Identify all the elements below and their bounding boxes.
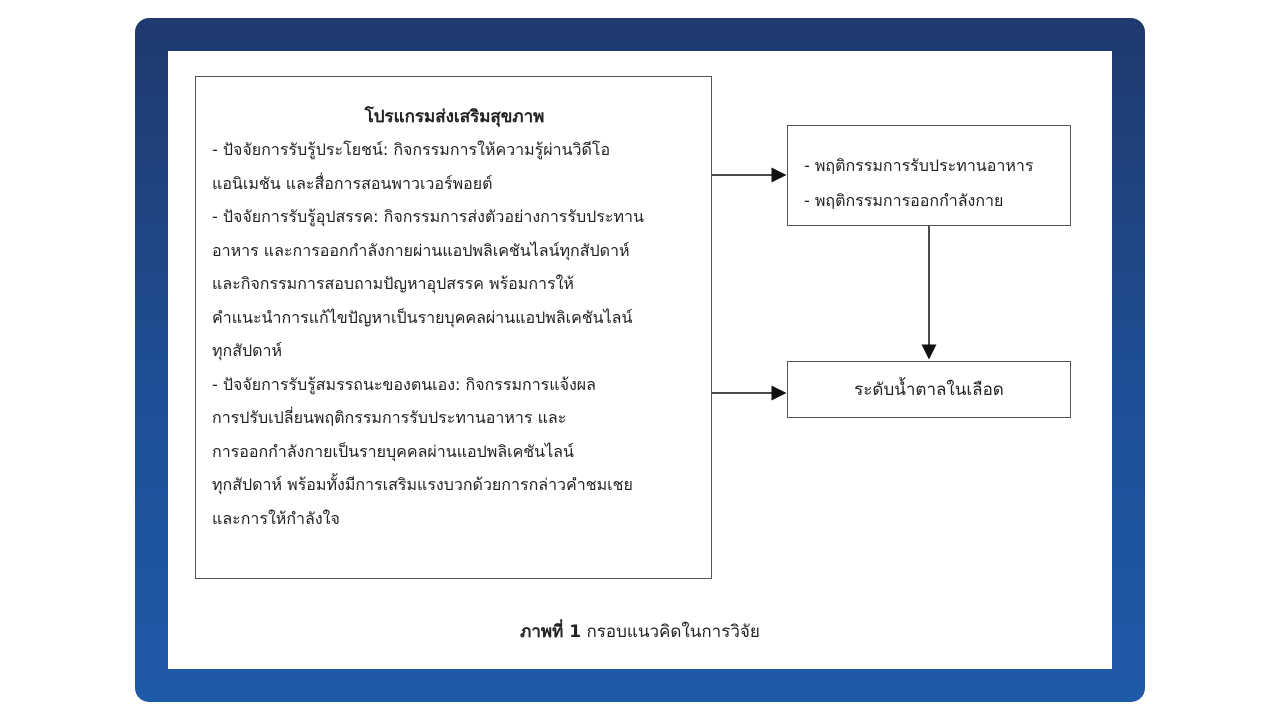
program-line: คำแนะนำการแก้ไขปัญหาเป็นรายบุคคลผ่านแอปพลิเคชันไลน์ (212, 307, 633, 327)
program-line: การปรับเปลี่ยนพฤติกรรมการรับประทานอาหาร และ (212, 408, 567, 427)
behavior-item-eating: - พฤติกรรมการรับประทานอาหาร (804, 156, 1034, 175)
program-line: และการให้กำลังใจ (212, 508, 340, 528)
program-line: และกิจกรรมการสอบถามปัญหาอุปสรรค พร้อมการให้ (212, 274, 574, 293)
outcome-label: ระดับน้ำตาลในเลือด (854, 380, 1004, 400)
program-line: แอนิเมชัน และสื่อการสอนพาวเวอร์พอยต์ (212, 173, 493, 193)
program-line: ทุกสัปดาห์ (212, 341, 283, 360)
caption-label: ภาพที่ 1 (520, 622, 582, 642)
figure-caption (168, 618, 1112, 645)
diagram-canvas (168, 51, 1112, 669)
program-line: ทุกสัปดาห์ พร้อมทั้งมีการเสริมแรงบวกด้วยการกล่าวคำชมเชย (212, 475, 633, 494)
program-line: อาหาร และการออกกำลังกายผ่านแอปพลิเคชันไลน์ทุกสัปดาห์ (212, 240, 630, 260)
program-line: - ปัจจัยการรับรู้สมรรถนะของตนเอง: กิจกรรมการแจ้งผล (212, 374, 596, 394)
program-line: - ปัจจัยการรับรู้อุปสรรค: กิจกรรมการส่งตัวอย่างการรับประทาน (212, 207, 644, 226)
program-line: - ปัจจัยการรับรู้ประโยชน์: กิจกรรมการให้ความรู้ผ่านวิดีโอ (212, 140, 611, 159)
program-box (195, 76, 712, 579)
caption-text: กรอบแนวคิดในการวิจัย (581, 622, 760, 642)
behavior-box (787, 125, 1071, 226)
outcome-box (787, 361, 1071, 418)
program-title: โปรแกรมส่งเสริมสุขภาพ (364, 107, 545, 127)
behavior-item-exercise: - พฤติกรรมการออกกำลังกาย (804, 191, 1004, 210)
program-line: การออกกำลังกายเป็นรายบุคคลผ่านแอปพลิเคชันไลน์ (212, 441, 574, 461)
